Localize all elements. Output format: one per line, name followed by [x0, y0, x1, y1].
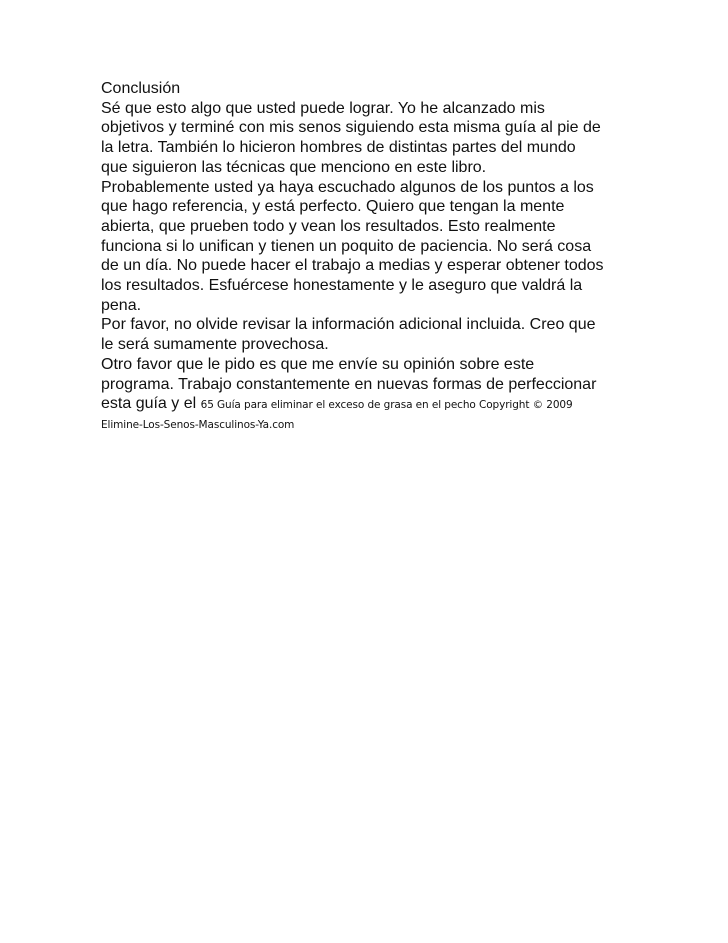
body-line: le será sumamente provechosa. — [101, 336, 329, 354]
body-line: Por favor, no olvide revisar la información adicional incluida. Creo que — [101, 316, 596, 334]
body-line: pena. — [101, 296, 142, 314]
body-line-with-footer — [101, 394, 641, 416]
footer-site: Elimine-Los-Senos-Masculinos-Ya.com — [101, 418, 295, 431]
body-line: de un día. No puede hacer el trabajo a medias y esperar obtener todos — [101, 257, 604, 275]
body-line: Probablemente usted ya haya escuchado algunos de los puntos a los — [101, 178, 594, 196]
body-line: Sé que esto algo que usted puede lograr. Yo he alcanzado mis — [101, 99, 545, 117]
body-line-end: esta guía y el — [101, 395, 197, 413]
footer-copyright: 65 Guía para eliminar el exceso de grasa en el pecho Copyright © 2009 — [200, 399, 573, 412]
body-line: los resultados. Esfuércese honestamente y le aseguro que valdrá la — [101, 277, 583, 295]
section-heading: Conclusión — [101, 80, 181, 97]
body-line: que siguieron las técnicas que menciono en este libro. — [101, 158, 487, 176]
body-line: abierta, que prueben todo y vean los resultados. Esto realmente — [101, 217, 556, 235]
body-line: que hago referencia, y está perfecto. Quiero que tengan la mente — [101, 198, 565, 216]
document-body — [101, 79, 641, 435]
body-line: objetivos y terminé con mis senos siguiendo esta misma guía al pie de — [101, 119, 601, 137]
body-line: la letra. También lo hicieron hombres de distintas partes del mundo — [101, 139, 576, 157]
body-line: Otro favor que le pido es que me envíe su opinión sobre este — [101, 355, 535, 373]
body-line: funciona si lo unifican y tienen un poquito de paciencia. No será cosa — [101, 237, 592, 255]
body-line: programa. Trabajo constantemente en nuevas formas de perfeccionar — [101, 375, 597, 393]
